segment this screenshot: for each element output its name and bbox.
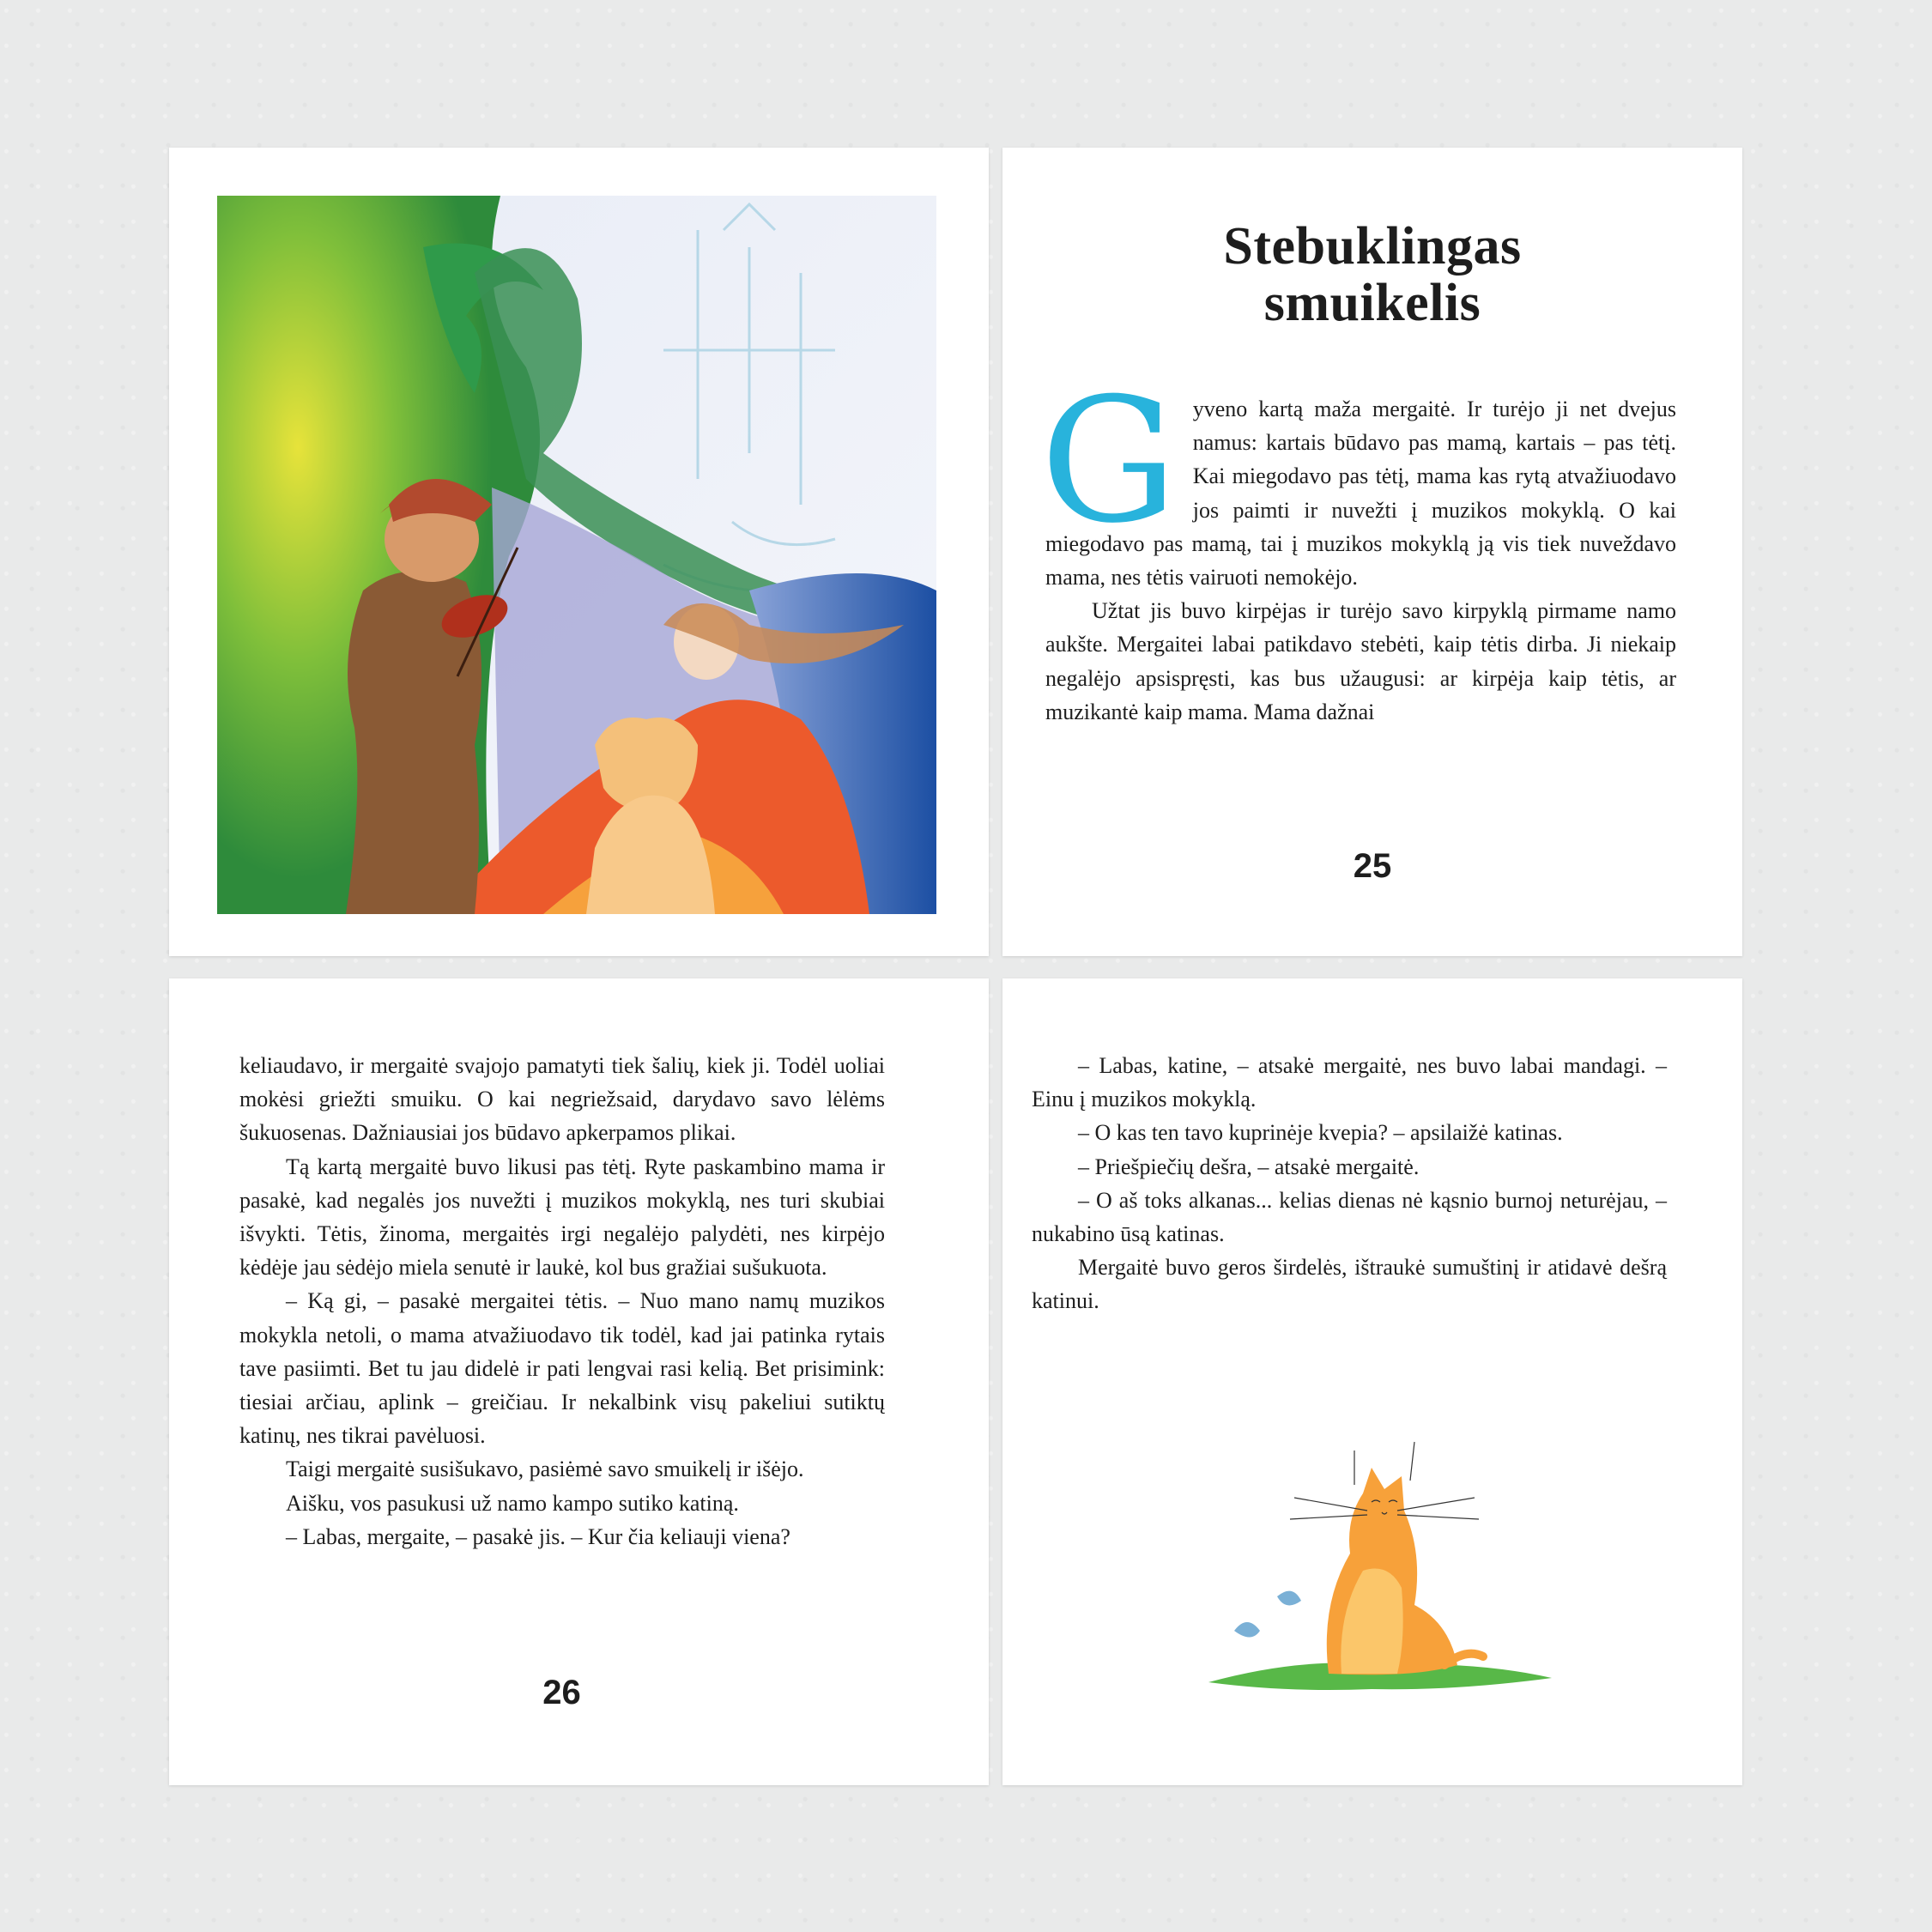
- story-title: [1002, 218, 1742, 331]
- paragraph-2: Užtat jis buvo kirpėjas ir turėjo savo kirpyklą pirmame namo aukšte. Mergaitei labai patikdavo stebėti, kaip tėtis dirba. Ji niekaip negalėjo apsispręsti, kas bus užaugusi: ar kirpėja kaip tėtis, ar muzikantė kaip mama. Mama dažnai: [1045, 598, 1676, 724]
- paragraph-3: – Priešpiečių dešra, – atsakė mergaitė.: [1078, 1154, 1420, 1179]
- paragraph-1: [1040, 361, 1676, 594]
- page-number: 26: [542, 1674, 581, 1711]
- paragraph-2: – O kas ten tavo kuprinėje kvepia? – apsilaižė katinas.: [1078, 1120, 1563, 1146]
- page-25: [1002, 148, 1742, 956]
- page-25-text: [1040, 361, 1676, 729]
- paragraph-2: Tą kartą mergaitė buvo likusi pas tėtį. Ryte paskambino mama ir pasakė, kad negalės jos nuvežti į muzikos mokyklą, nes turi skubiai išvykti. Tėtis, žinoma, mergaitės irgi negalėjo palydėti, nes kirpėjo kėdėje jau sėdėjo miela senutė ir laukė, kol bus gražiai sušukuota.: [239, 1154, 885, 1281]
- title-line-2: smuikelis: [1263, 274, 1481, 332]
- paragraph-1: – Labas, katine, – atsakė mergaitė, nes buvo labai mandagi. – Einu į muzikos mokyklą.: [1032, 1053, 1667, 1112]
- page-27: [1002, 978, 1742, 1785]
- cat-illustration: [1200, 1416, 1560, 1699]
- paragraph-3: – Ką gi, – pasakė mergaitei tėtis. – Nuo mano namų muzikos mokykla netoli, o mama atvažiuodavo tik todėl, kad jai patinka rytais tave pasiimti. Bet tu jau didelė ir pati lengvai rasi kelią. Bet prisimink: tiesiai arčiau, aplink – greičiau. Ir nekalbink visų pakeliui sutiktų katinų, nes tikrai pavėluosi.: [239, 1288, 885, 1449]
- paragraph-4: – O aš toks alkanas... kelias dienas nė kąsnio burnoj neturėjau, – nukabino ūsą katinas.: [1032, 1187, 1667, 1247]
- watercolor-illustration-violinist: [217, 196, 936, 914]
- paragraph-4: Taigi mergaitė susišukavo, pasiėmė savo smuikelį ir išėjo.: [286, 1457, 804, 1482]
- drop-cap: G: [1040, 361, 1178, 561]
- page-illustration: [169, 148, 989, 956]
- page-26: [169, 978, 989, 1785]
- paragraph-1: keliaudavo, ir mergaitė svajojo pamatyti tiek šalių, kiek ji. Todėl uoliai mokėsi griežti smuiku. O kai negriežsaid, darydavo savo lėlėms šukuosenas. Dažniausiai jos būdavo apkerpamos plikai.: [239, 1053, 885, 1146]
- paragraph-1-text: yveno kartą maža mergaitė. Ir turėjo ji net dvejus namus: kartais būdavo pas mamą, kartais – pas tėtį. Kai miegodavo pas tėtį, mama kas rytą atvažiuodavo jos paimti ir nuvežti į muzikos mokyklą. O kai miegodavo pas mamą, tai į muzikos mokyklą ją vis tiek nuveždavo mama, nes tėtis vairuoti nemokėjo.: [1045, 397, 1676, 591]
- page-26-text: [239, 1049, 885, 1553]
- page-number: 25: [1353, 847, 1392, 885]
- title-line-1: Stebuklingas: [1223, 217, 1522, 276]
- page-27-text: [1032, 1049, 1667, 1318]
- paragraph-5: Aišku, vos pasukusi už namo kampo sutiko katiną.: [286, 1490, 739, 1516]
- paragraph-6: – Labas, mergaite, – pasakė jis. – Kur čia keliauji viena?: [286, 1523, 790, 1549]
- paragraph-5: Mergaitė buvo geros širdelės, ištraukė sumuštinį ir atidavė dešrą katinui.: [1032, 1255, 1667, 1314]
